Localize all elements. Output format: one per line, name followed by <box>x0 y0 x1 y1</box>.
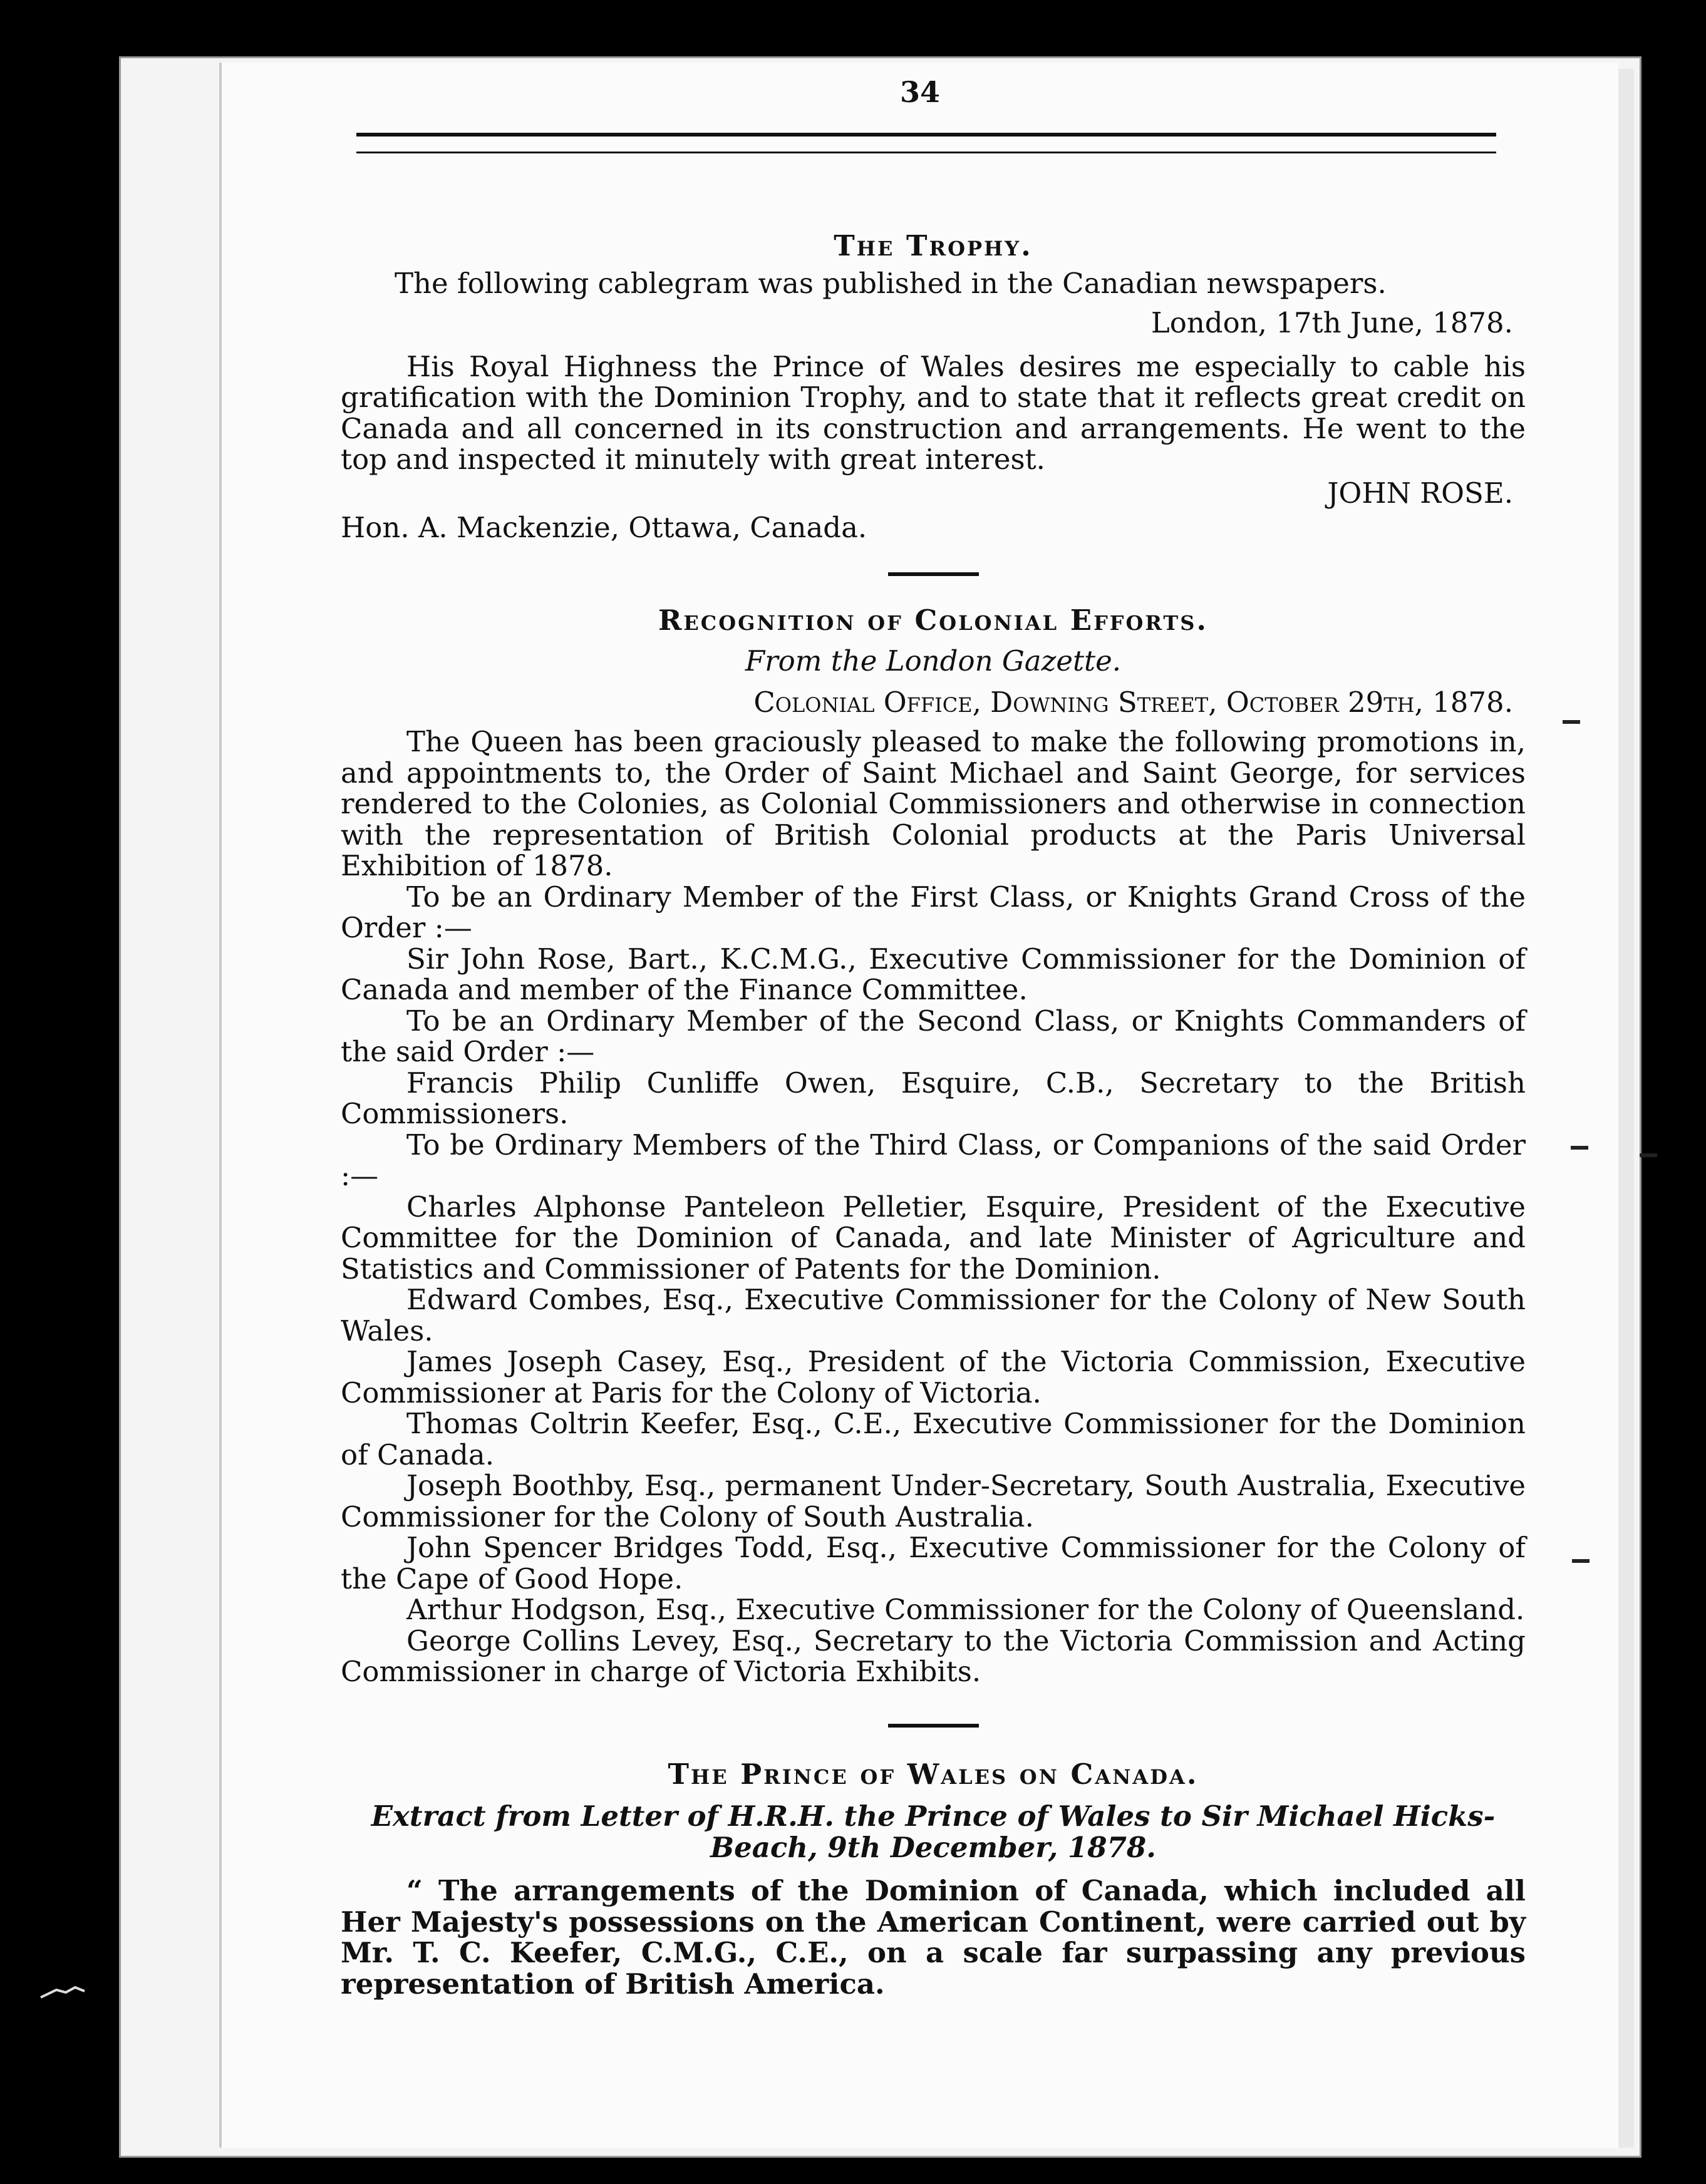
recognition-paragraph: To be Ordinary Members of the Third Class, or Companions of the said Order :— <box>341 1128 1526 1192</box>
recognition-paragraph: John Spencer Bridges Todd, Esq., Executive Commissioner for the Colony of the Cape of Good Hope. <box>341 1531 1526 1595</box>
margin-mark <box>1571 1146 1588 1150</box>
recognition-heading: Recognition of Colonial Efforts. <box>658 603 1209 637</box>
recognition-source: From the London Gazette. <box>745 644 1122 677</box>
recognition-paragraph: Arthur Hodgson, Esq., Executive Commissioner for the Colony of Queensland. <box>406 1593 1525 1626</box>
section-divider <box>888 1724 979 1728</box>
prince-heading: The Prince of Wales on Canada. <box>668 1757 1199 1791</box>
section-divider <box>888 572 979 576</box>
margin-mark <box>1640 1153 1657 1157</box>
prince-subheading: Extract from Letter of H.R.H. the Prince of Wales to Sir Michael Hicks-Beach, 9th December, 1878. <box>371 1800 1496 1864</box>
trophy-body: His Royal Highness the Prince of Wales desires me especially to cable his gratification with the Dominion Trophy, and to state that it reflects great credit on Canada and all concerned in its construction and arrangements. He went to the top and inspected it minutely with great interest. <box>341 349 1526 476</box>
margin-mark <box>1563 720 1580 724</box>
document-page <box>219 63 1618 2148</box>
trophy-signature: JOHN ROSE. <box>1327 476 1513 510</box>
recognition-paragraph: To be an Ordinary Member of the First Class, or Knights Grand Cross of the Order :— <box>341 880 1526 944</box>
trophy-section <box>341 230 1526 543</box>
recognition-paragraph: Joseph Boothby, Esq., permanent Under-Secretary, South Australia, Executive Commissioner for the Colony of South Australia. <box>341 1469 1526 1533</box>
scan-specks <box>38 1979 88 2004</box>
recognition-paragraph: To be an Ordinary Member of the Second Class, or Knights Commanders of the said Order :— <box>341 1004 1526 1068</box>
recognition-paragraph: George Collins Levey, Esq., Secretary to the Victoria Commission and Acting Commissioner in charge of Victoria Exhibits. <box>341 1624 1526 1688</box>
trophy-heading: The Trophy. <box>834 229 1033 262</box>
trophy-dateline: London, 17th June, 1878. <box>1150 306 1513 339</box>
prince-quote: “ The arrangements of the Dominion of Canada, which included all Her Majesty's possessions on the American Continent, were carried out by Mr. T. C. Keefer, C.M.G., C.E., on a scale far surpassing any previous representation of British America. <box>341 1874 1526 2001</box>
recognition-paragraph: Charles Alphonse Panteleon Pelletier, Esquire, President of the Executive Committee for the Dominion of Canada, and late Minister of Agriculture and Statistics and Commissioner of Patents for the Dominion. <box>341 1190 1526 1285</box>
page-number: 34 <box>899 75 940 109</box>
trophy-addressee: Hon. A. Mackenzie, Ottawa, Canada. <box>341 511 867 544</box>
trophy-intro: The following cablegram was published in the Canadian newspapers. <box>395 266 1387 300</box>
page-body <box>341 157 1526 1999</box>
recognition-paragraph: Francis Philip Cunliffe Owen, Esquire, C.B., Secretary to the British Commissioners. <box>341 1066 1526 1130</box>
header-double-rule <box>356 133 1496 153</box>
margin-mark <box>1572 1559 1590 1563</box>
recognition-paragraph: The Queen has been graciously pleased to make the following promotions in, and appointments to, the Order of Saint Michael and Saint George, for services rendered to the Colonies, as Colonial Commissioners and otherwise in connection with the representation of British Colonial products at the Paris Universal Exhibition of 1878. <box>341 725 1526 882</box>
recognition-section <box>341 605 1526 1687</box>
recognition-list <box>341 726 1526 1687</box>
recognition-paragraph: James Joseph Casey, Esq., President of the Victoria Commission, Executive Commissioner at Paris for the Colony of Victoria. <box>341 1345 1526 1409</box>
recognition-paragraph: Thomas Coltrin Keefer, Esq., C.E., Executive Commissioner for the Dominion of Canada. <box>341 1407 1526 1471</box>
prince-section <box>341 1759 1526 2000</box>
recognition-paragraph: Edward Combes, Esq., Executive Commissioner for the Colony of New South Wales. <box>341 1283 1526 1347</box>
recognition-dateline: Colonial Office, Downing Street, October 29th, 1878. <box>753 685 1513 719</box>
recognition-paragraph: Sir John Rose, Bart., K.C.M.G., Executive Commissioner for the Dominion of Canada and member of the Finance Committee. <box>341 942 1526 1006</box>
